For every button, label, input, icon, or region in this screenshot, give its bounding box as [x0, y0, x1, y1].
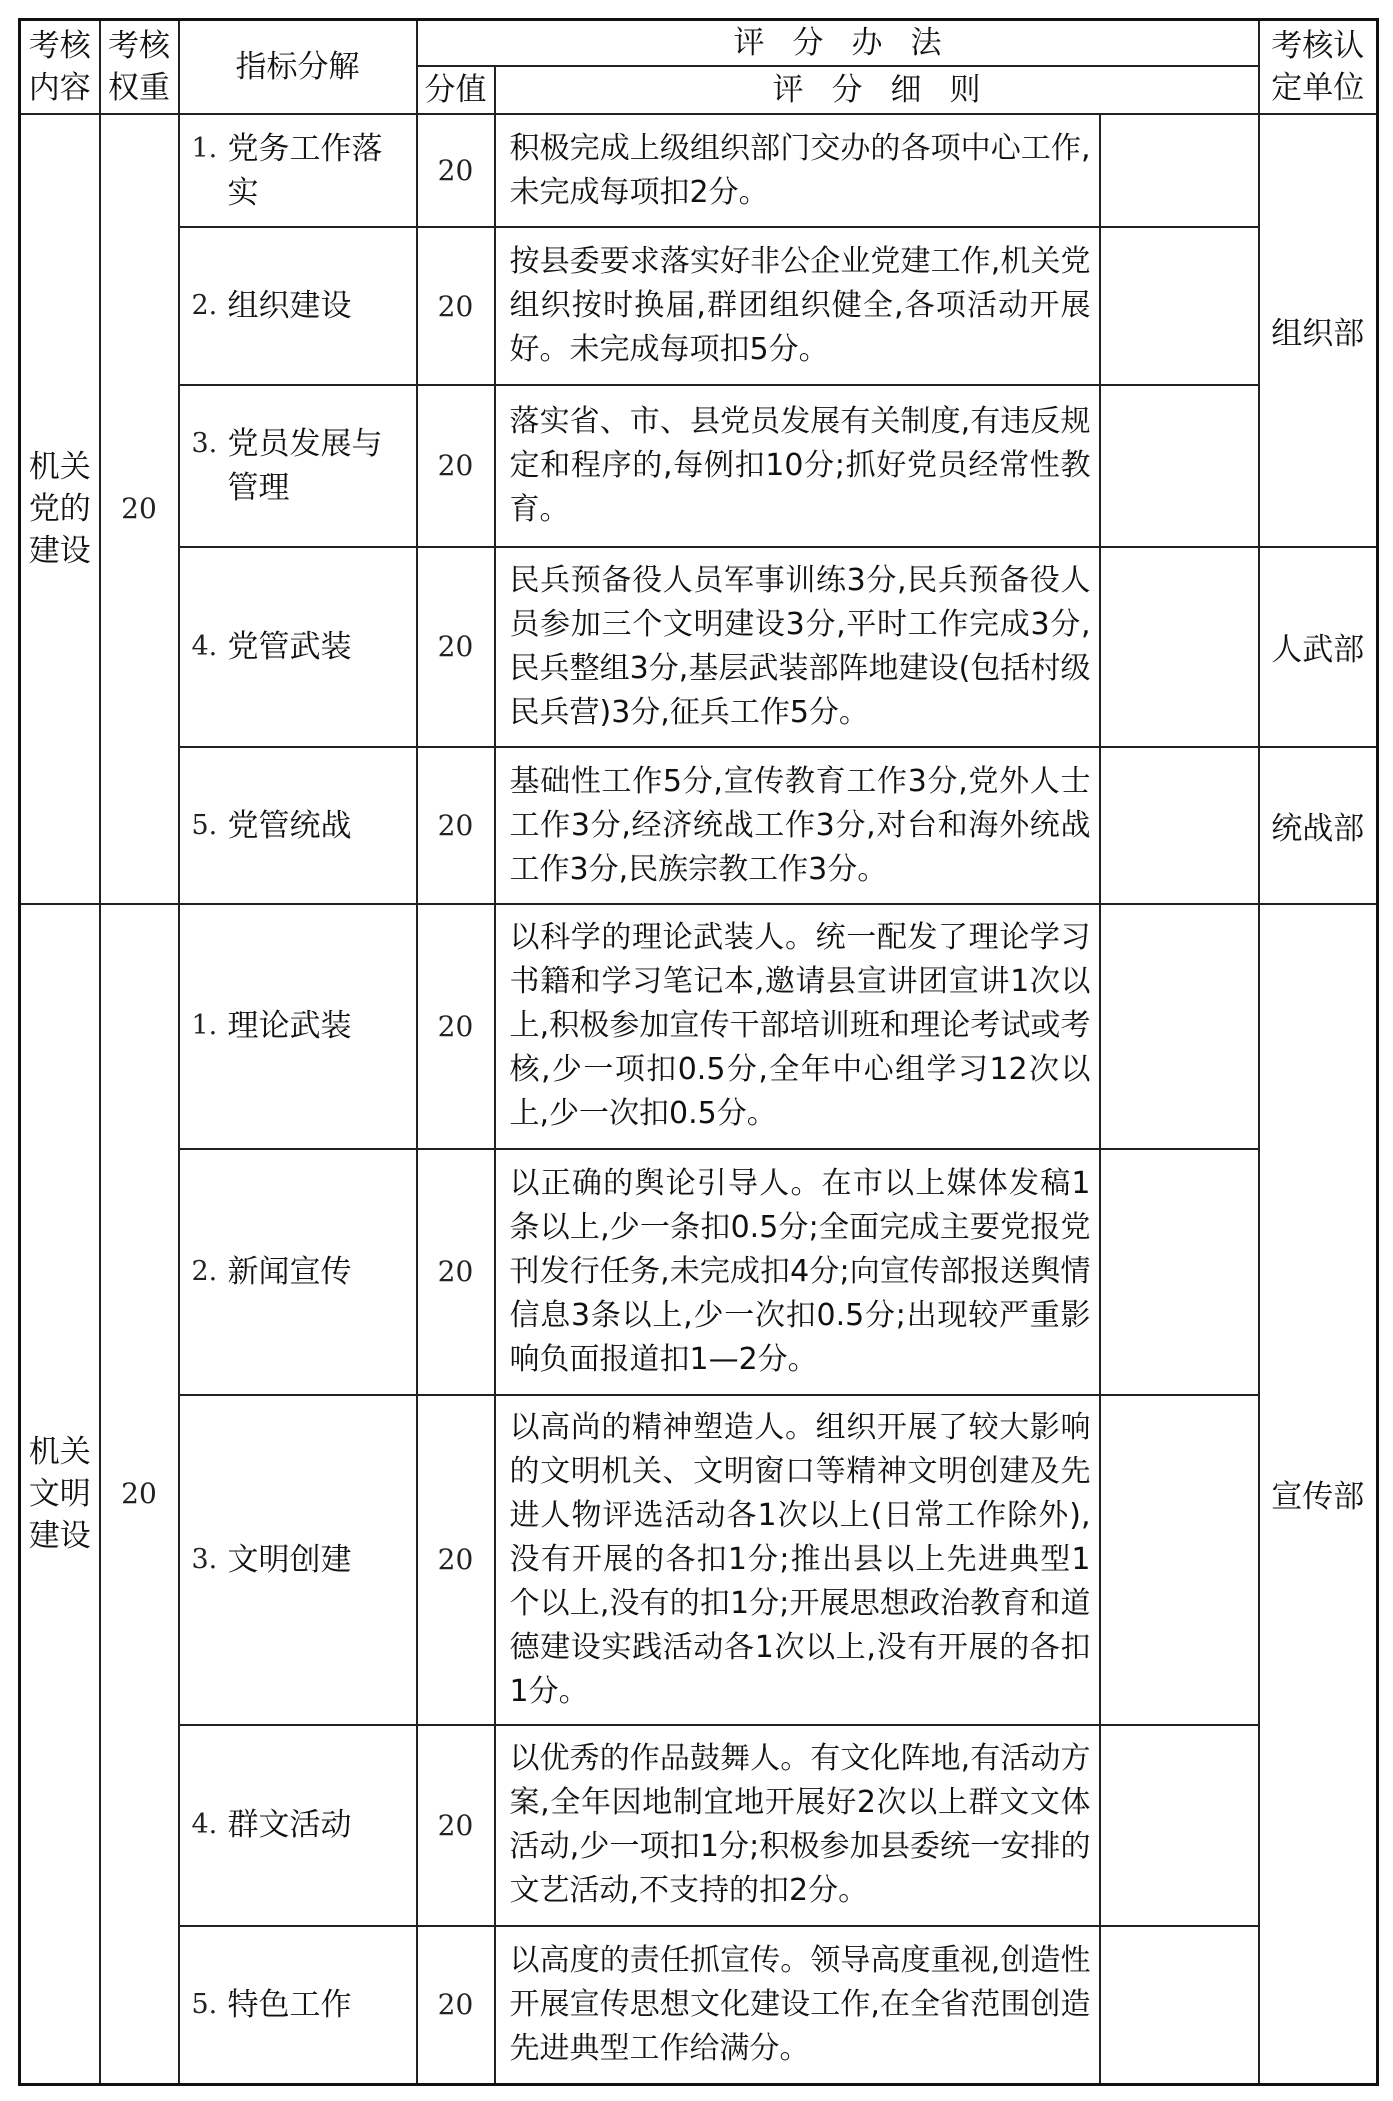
header-unit-line-1: 考核认 — [1271, 27, 1365, 64]
table-row — [20, 1149, 1378, 1395]
item-number: 2. — [191, 290, 218, 322]
header-indicator: 指标分解 — [179, 20, 417, 114]
score-cell: 20 — [417, 547, 495, 748]
indicator-cell — [179, 747, 417, 904]
blank-cell — [1100, 114, 1259, 227]
content-line: 机关 — [28, 1433, 91, 1470]
score-cell: 20 — [417, 1926, 495, 2085]
table-row — [20, 904, 1378, 1149]
rule-cell: 按县委要求落实好非公企业党建工作,机关党组织按时换届,群团组织健全,各项活动开展好。未完成每项扣5分。 — [495, 227, 1100, 385]
content-line: 建设 — [28, 1517, 91, 1554]
assessment-table — [18, 18, 1379, 2086]
blank-cell — [1100, 1725, 1259, 1926]
rule-cell: 以高尚的精神塑造人。组织开展了较大影响的文明机关、文明窗口等精神文明创建及先进人物评选活动各1次以上(日常工作除外),没有开展的各扣1分;推出县以上先进典型1个以上,没有的扣1分;开展思想政治教育和道德建设实践活动各1次以上,没有开展的各扣1分。 — [495, 1395, 1100, 1725]
item-name: 党管统战 — [227, 807, 352, 844]
unit-cell: 宣传部 — [1259, 904, 1378, 2085]
score-cell: 20 — [417, 1149, 495, 1395]
section-2-content — [20, 904, 100, 2085]
item-number: 4. — [191, 1809, 218, 1841]
blank-cell — [1100, 747, 1259, 904]
content-line: 机关 — [28, 448, 91, 485]
table-row — [20, 114, 1378, 227]
section-1-weight: 20 — [100, 114, 179, 904]
blank-cell — [1100, 1926, 1259, 2085]
indicator-cell — [179, 385, 417, 547]
item-name: 党务工作落实 — [227, 130, 383, 211]
indicator-cell — [179, 114, 417, 227]
rule-cell: 基础性工作5分,宣传教育工作3分,党外人士工作3分,经济统战工作3分,对台和海外统战工作3分,民族宗教工作3分。 — [495, 747, 1100, 904]
header-unit-line-2: 定单位 — [1271, 69, 1365, 106]
blank-cell — [1100, 547, 1259, 748]
item-name: 党管武装 — [227, 628, 352, 665]
rule-cell: 民兵预备役人员军事训练3分,民兵预备役人员参加三个文明建设3分,平时工作完成3分,民兵整组3分,基层武装部阵地建设(包括村级民兵营)3分,征兵工作5分。 — [495, 547, 1100, 748]
item-number: 1. — [191, 132, 218, 164]
table-row — [20, 1926, 1378, 2085]
rule-cell: 以科学的理论武装人。统一配发了理论学习书籍和学习笔记本,邀请县宣讲团宣讲1次以上,积极参加宣传干部培训班和理论考试或考核,少一项扣0.5分,全年中心组学习12次以上,少一次扣0.5分。 — [495, 904, 1100, 1149]
header-method — [417, 20, 1259, 66]
item-number: 2. — [191, 1255, 218, 1287]
indicator-cell — [179, 1149, 417, 1395]
header-weight — [100, 20, 179, 114]
rule-cell: 落实省、市、县党员发展有关制度,有违反规定和程序的,每例扣10分;抓好党员经常性教育。 — [495, 385, 1100, 547]
table-row — [20, 547, 1378, 748]
rule-cell: 积极完成上级组织部门交办的各项中心工作,未完成每项扣2分。 — [495, 114, 1100, 227]
header-content — [20, 20, 100, 114]
indicator-cell — [179, 547, 417, 748]
header-unit — [1259, 20, 1378, 114]
item-number: 1. — [191, 1010, 218, 1042]
item-name: 特色工作 — [227, 1986, 352, 2023]
rule-cell: 以优秀的作品鼓舞人。有文化阵地,有活动方案,全年因地制宜地开展好2次以上群文文体活动,少一项扣1分;积极参加县委统一安排的文艺活动,不支持的扣2分。 — [495, 1725, 1100, 1926]
blank-cell — [1100, 227, 1259, 385]
item-name: 新闻宣传 — [227, 1253, 352, 1290]
rule-cell: 以正确的舆论引导人。在市以上媒体发稿1条以上,少一条扣0.5分;全面完成主要党报党刊发行任务,未完成扣4分;向宣传部报送舆情信息3条以上,少一次扣0.5分;出现较严重影响负面报道扣1—2分。 — [495, 1149, 1100, 1395]
item-name: 管理 — [227, 469, 290, 506]
header-score: 分值 — [417, 66, 495, 114]
score-cell: 20 — [417, 385, 495, 547]
table-row — [20, 1395, 1378, 1725]
content-line: 建设 — [28, 532, 91, 569]
unit-cell: 组织部 — [1259, 114, 1378, 547]
header-method-label: 评分办法 — [733, 24, 970, 61]
score-cell: 20 — [417, 114, 495, 227]
unit-cell: 统战部 — [1259, 747, 1378, 904]
score-cell: 20 — [417, 1395, 495, 1725]
item-number: 5. — [191, 1988, 218, 2020]
header-content-line-2: 内容 — [28, 69, 91, 106]
score-cell: 20 — [417, 904, 495, 1149]
header-content-line-1: 考核 — [28, 27, 91, 64]
item-name: 理论武装 — [227, 1008, 352, 1045]
header-rules-label: 评分细则 — [772, 71, 1009, 108]
indicator-cell — [179, 1395, 417, 1725]
blank-cell — [1100, 904, 1259, 1149]
blank-cell — [1100, 1149, 1259, 1395]
item-number: 3. — [191, 1543, 218, 1575]
table-row — [20, 227, 1378, 385]
content-line: 文明 — [28, 1475, 91, 1512]
score-cell: 20 — [417, 1725, 495, 1926]
indicator-cell — [179, 227, 417, 385]
indicator-cell — [179, 904, 417, 1149]
header-weight-line-2: 权重 — [108, 69, 170, 106]
section-2-weight: 20 — [100, 904, 179, 2085]
rule-cell: 以高度的责任抓宣传。领导高度重视,创造性开展宣传思想文化建设工作,在全省范围创造先进典型工作给满分。 — [495, 1926, 1100, 2085]
indicator-cell — [179, 1926, 417, 2085]
item-number: 4. — [191, 630, 218, 662]
indicator-cell — [179, 1725, 417, 1926]
header-weight-line-1: 考核 — [108, 27, 170, 64]
content-line: 党的 — [28, 490, 91, 527]
table-row — [20, 747, 1378, 904]
unit-cell: 人武部 — [1259, 547, 1378, 748]
item-name: 文明创建 — [227, 1541, 352, 1578]
blank-cell — [1100, 1395, 1259, 1725]
section-1-content — [20, 114, 100, 904]
score-cell: 20 — [417, 227, 495, 385]
table-row — [20, 1725, 1378, 1926]
score-cell: 20 — [417, 747, 495, 904]
table-row — [20, 385, 1378, 547]
item-number: 5. — [191, 809, 218, 841]
item-number: 3. — [191, 427, 218, 459]
item-name: 党员发展与 — [227, 425, 383, 462]
blank-cell — [1100, 385, 1259, 547]
item-name: 组织建设 — [227, 288, 352, 325]
header-rules — [495, 66, 1259, 114]
item-name: 群文活动 — [227, 1807, 352, 1844]
